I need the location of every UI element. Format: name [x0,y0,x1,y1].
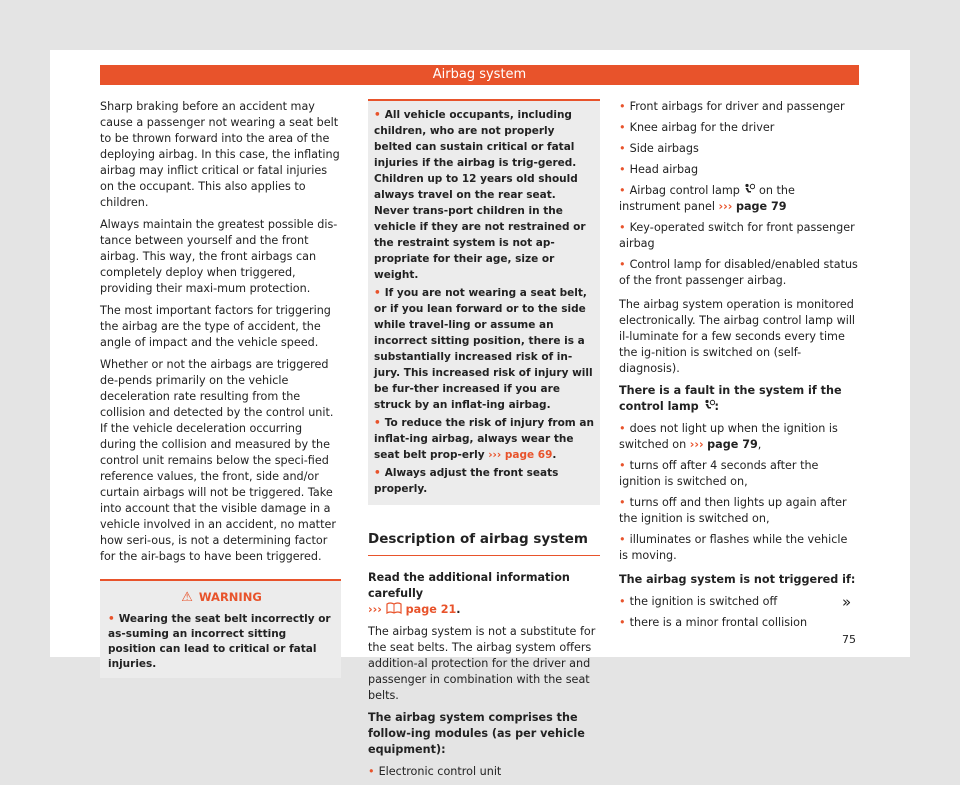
column-2 [368,99,600,785]
bullet-icon: • [619,595,626,608]
list-item: • To reduce the risk of injury from an inflat-ing airbag, always wear the seat belt prop-erly ››› page 69. [374,417,594,461]
warning-triangle-icon: ⚠ [181,590,193,605]
page-link[interactable]: page 69 [504,449,553,461]
column-1 [100,99,341,678]
list-item: • Knee airbag for the driver [619,121,775,134]
bullet-icon: • [619,616,626,629]
warning-title: ⚠ WARNING [181,590,262,605]
bullet-icon: • [374,109,381,121]
bullet-icon: • [619,184,626,197]
list-item: • Side airbags [619,142,699,155]
list-item: • Head airbag [619,163,699,176]
read-more-line: Read the additional information carefully ››› page 21. [368,571,570,616]
bullet-icon: • [619,496,626,509]
book-icon [386,602,402,614]
page-header: Airbag system [100,65,859,85]
page-link[interactable]: page 21 [405,603,457,616]
list-item: • turns off and then lights up again after the ignition is switched on, [619,496,847,525]
bullet-icon: • [374,417,381,429]
continue-mark: » [842,593,852,611]
list-item: • there is a minor frontal collision [619,616,808,629]
page-number: 75 [842,633,856,646]
fault-heading: There is a fault in the system if the control lamp : [619,384,842,413]
paragraph: The airbag system is not a substitute for the seat belts. The airbag system offers addition-al protection for the driver and passenger in combination with the seat belts. [368,625,596,702]
paragraph: Whether or not the airbags are triggered de-pends primarily on the vehicle deceleration rate resulting from the collision and detected by the control unit. If the vehicle deceleration occurring during the collision and measured by the control unit remains below the speci-fied reference values, the front, side and/or curtain airbags will not be triggered. Take into account that the visible damage in a vehicle involved in an accident, no matter how seri-ous, is not a determining factor for the air-bags to have been triggered. [100,358,336,563]
list-item: • does not light up when the ignition is switched on ››› page 79, [619,422,838,451]
list-item: • illuminates or flashes while the vehicle is moving. [619,533,848,562]
bullet-icon: • [619,422,626,435]
bullet-icon: • [619,258,626,271]
bullet-icon: • [619,533,626,546]
bullet-icon: • [374,287,381,299]
bullet-icon: • [368,765,375,778]
list-item: • Airbag control lamp on the instrument panel ››› page 79 [619,184,795,213]
airbag-warning-icon [703,399,715,411]
list-item: • All vehicle occupants, including children, who are not properly belted can sustain critical or fatal injuries if the airbag is trig-gered. Children up to 12 years old should always travel on the rear seat. Never trans-port children in the vehicle if they are not restrained or the restraint system is not ap-propriate for their age, size or weight. [374,109,586,281]
bullet-icon: • [619,142,626,155]
bullet-icon: • [619,121,626,134]
paragraph: The airbag system operation is monitored electronically. The airbag control lamp will il-luminate for a few seconds every time the ig-nition is switched on (self-diagnosis). [619,298,856,375]
list-item: • turns off after 4 seconds after the ignition is switched on, [619,459,819,488]
section-title: Description of airbag system [368,531,600,556]
bullet-icon: • [619,163,626,176]
warning-continuation-box [368,99,600,505]
bullet-icon: • [619,100,626,113]
bullet-icon: • [374,467,381,479]
warning-box [100,579,341,678]
list-item: • Front airbags for driver and passenger [619,100,845,113]
modules-heading: The airbag system comprises the follow-ing modules (as per vehicle equipment): [368,711,585,756]
list-item: • Control lamp for disabled/enabled status of the front passenger airbag. [619,258,858,287]
page-link[interactable]: page 79 [735,200,787,213]
bullet-icon: • [619,221,626,234]
bullet-icon: • [619,459,626,472]
paragraph: Always maintain the greatest possible dis-tance between yourself and the front airbag. This way, the front airbags can completely deploy when triggered, providing their maxi-mum protection. [100,218,338,295]
column-3 [619,99,859,636]
list-item: • the ignition is switched off [619,595,778,608]
list-item: • Key-operated switch for front passenger airbag [619,221,855,250]
not-triggered-heading: The airbag system is not triggered if: [619,573,856,586]
list-item: • If you are not wearing a seat belt, or if you lean forward or to the side while travel-ling or assume an incorrect sitting position, there is a substantially increased risk of in-jury. This increased risk of injury will be fur-ther increased if you are struck by an inflat-ing airbag. [374,287,593,411]
bullet-icon: • [108,613,115,625]
list-item: • Electronic control unit [368,765,502,778]
paragraph: The most important factors for triggering the airbag are the type of accident, the angle of impact and the vehicle speed. [100,304,331,349]
page-link[interactable]: page 79 [707,438,758,451]
warning-text: • Wearing the seat belt incorrectly or as-suming an incorrect sitting position can lead to critical or fatal injuries. [108,613,331,670]
airbag-warning-icon [743,183,755,195]
paragraph: Sharp braking before an accident may cause a passenger not wearing a seat belt to be thrown forward into the area of the deploying airbag. In this case, the inflating airbag may inflict critical or fatal injuries on the occupant. This also applies to children. [100,100,340,209]
list-item: • Always adjust the front seats properly. [374,467,559,495]
